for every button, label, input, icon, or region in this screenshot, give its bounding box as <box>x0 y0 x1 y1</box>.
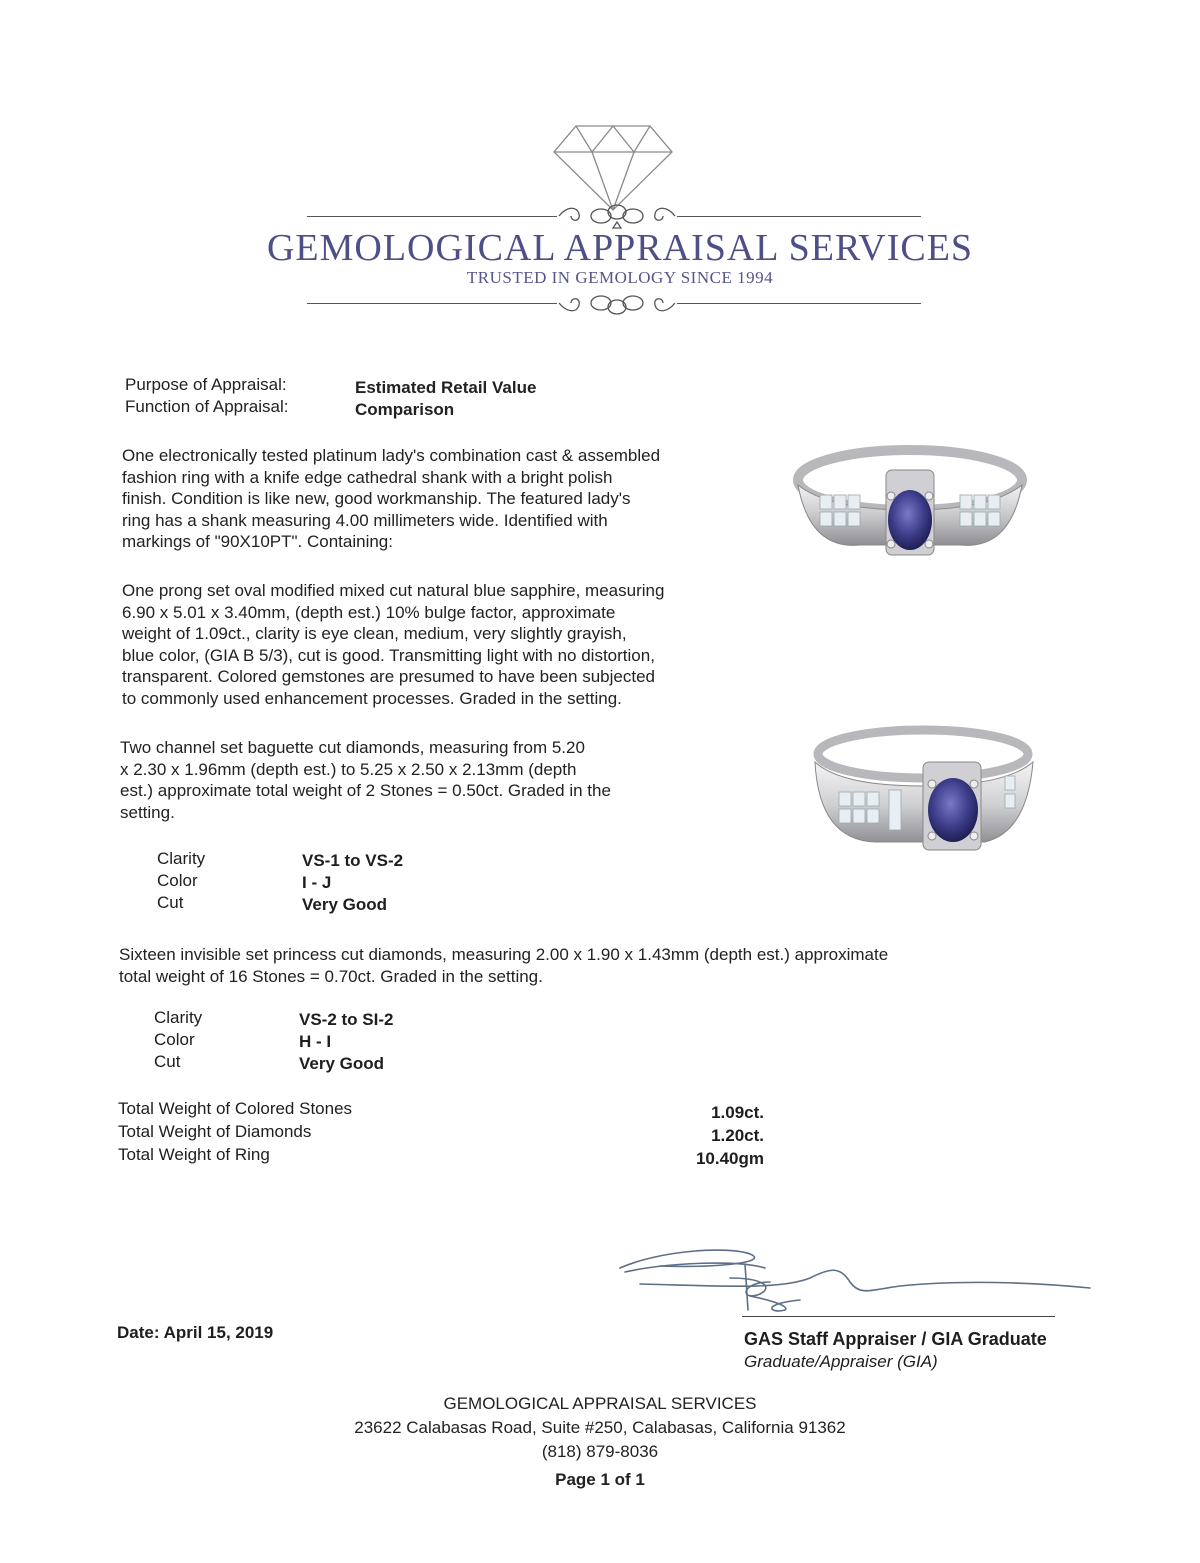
text-line: blue color, (GIA B 5/3), cut is good. Transmitting light with no distortion, <box>122 645 655 665</box>
spec-value: VS-1 to VS-2 <box>302 851 404 870</box>
totals-labels <box>118 1097 518 1166</box>
company-name: GEMOLOGICAL APPRAISAL SERVICES <box>266 227 974 269</box>
ring-photo-side <box>805 722 1045 872</box>
total-value: 1.09ct. <box>711 1103 764 1122</box>
function-value: Comparison <box>355 400 455 419</box>
flourish-ornament-icon <box>557 289 677 317</box>
princess-description <box>119 944 1019 987</box>
text-line: One electronically tested platinum lady's combination cast & assembled <box>122 446 661 465</box>
spec-label: Cut <box>157 893 184 912</box>
baguette-specs <box>157 848 557 918</box>
ornament-rule-left <box>307 216 557 217</box>
company-tagline: TRUSTED IN GEMOLOGY SINCE 1994 <box>466 268 774 287</box>
ring-photo-front <box>790 440 1030 590</box>
ornament-rule-right-bottom <box>677 303 921 304</box>
spec-label: Clarity <box>154 1008 203 1027</box>
text-line: ring has a shank measuring 4.00 millimeters wide. Identified with <box>122 510 608 530</box>
text-line: weight of 1.09ct., clarity is eye clean, medium, very slightly grayish, <box>122 624 627 643</box>
spec-value: Very Good <box>299 1054 385 1073</box>
signature-line <box>742 1316 1055 1317</box>
signature-subtitle: Graduate/Appraiser (GIA) <box>744 1352 938 1371</box>
sapphire-description <box>122 580 782 709</box>
spec-value: Very Good <box>302 895 388 914</box>
text-line: fashion ring with a knife edge cathedral shank with a bright polish <box>122 467 613 487</box>
spec-value: I - J <box>302 873 332 892</box>
text-line: 6.90 x 5.01 x 3.40mm, (depth est.) 10% bulge factor, approximate <box>122 602 616 622</box>
ring-description <box>122 445 762 553</box>
text-line: setting. <box>120 802 175 822</box>
page-number: Page 1 of 1 <box>555 1470 645 1489</box>
total-label: Total Weight of Ring <box>118 1145 270 1164</box>
total-label: Total Weight of Diamonds <box>118 1122 312 1141</box>
signature-icon <box>600 1238 1100 1318</box>
spec-label: Color <box>154 1030 195 1049</box>
text-line: to commonly used enhancement processes. Graded in the setting. <box>122 688 622 708</box>
spec-label: Clarity <box>157 849 206 868</box>
text-line: x 2.30 x 1.96mm (depth est.) to 5.25 x 2.50 x 2.13mm (depth <box>120 759 577 779</box>
spec-value: VS-2 to SI-2 <box>299 1010 394 1029</box>
diamond-logo-icon <box>548 118 678 214</box>
total-label: Total Weight of Colored Stones <box>118 1099 353 1118</box>
baguette-description <box>120 737 720 823</box>
footer-phone: (818) 879-8036 <box>541 1442 659 1461</box>
spec-label: Cut <box>154 1052 181 1071</box>
signature-title: GAS Staff Appraiser / GIA Graduate <box>744 1329 1047 1349</box>
totals-values <box>640 1101 764 1170</box>
footer-company: GEMOLOGICAL APPRAISAL SERVICES <box>443 1394 757 1413</box>
text-line: est.) approximate total weight of 2 Stones = 0.50ct. Graded in the <box>120 781 611 800</box>
total-value: 10.40gm <box>695 1149 764 1168</box>
ornament-rule-left-bottom <box>307 303 557 304</box>
text-line: Two channel set baguette cut diamonds, measuring from 5.20 <box>120 738 585 757</box>
text-line: One prong set oval modified mixed cut natural blue sapphire, measuring <box>122 581 665 600</box>
appraisal-date: Date: April 15, 2019 <box>117 1323 274 1342</box>
footer <box>200 1392 1000 1492</box>
spec-label: Color <box>157 871 198 890</box>
text-line: Sixteen invisible set princess cut diamonds, measuring 2.00 x 1.90 x 1.43mm (depth est.) approximate <box>119 945 889 964</box>
text-line: transparent. Colored gemstones are presumed to have been subjected <box>122 667 655 686</box>
ornament-rule-right <box>677 216 921 217</box>
purpose-value: Estimated Retail Value <box>355 378 537 397</box>
spec-value: H - I <box>299 1032 332 1051</box>
function-label: Function of Appraisal: <box>125 397 289 416</box>
total-value: 1.20ct. <box>711 1126 764 1145</box>
text-line: markings of "90X10PT". Containing: <box>122 532 393 551</box>
purpose-label: Purpose of Appraisal: <box>125 375 287 394</box>
princess-specs <box>154 1007 554 1077</box>
text-line: finish. Condition is like new, good workmanship. The featured lady's <box>122 489 631 508</box>
text-line: total weight of 16 Stones = 0.70ct. Graded in the setting. <box>119 966 543 986</box>
footer-address: 23622 Calabasas Road, Suite #250, Calabasas, California 91362 <box>354 1418 846 1437</box>
